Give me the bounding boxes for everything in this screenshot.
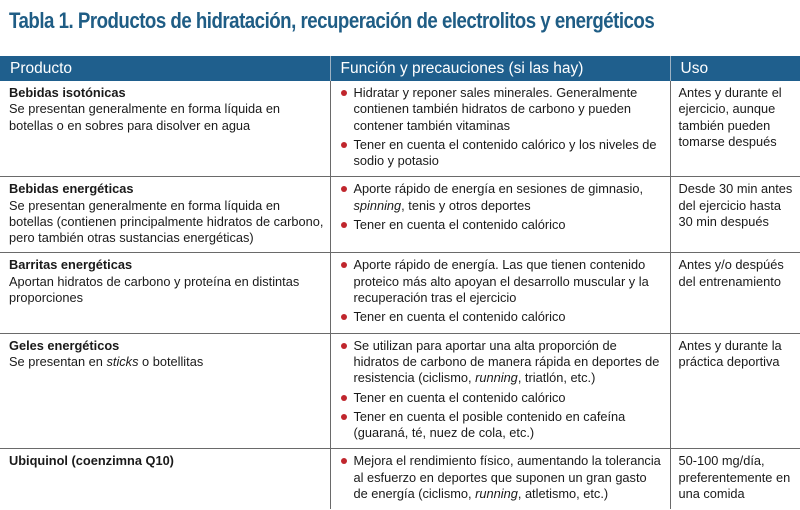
function-cell — [330, 333, 670, 449]
products-table — [0, 56, 800, 509]
product-cell — [0, 177, 330, 253]
function-cell — [330, 253, 670, 333]
function-cell — [330, 81, 670, 177]
function-cell — [330, 177, 670, 253]
table-body — [0, 81, 800, 509]
function-item: Se utilizan para aportar una alta proporción de hidratos de carbono de manera rápida en deportes de resistencia (ciclismo, running, triatlón, etc.) — [340, 338, 664, 387]
uso-cell: 50-100 mg/día, preferentemente en una comida — [678, 453, 791, 502]
function-item: Tener en cuenta el posible contenido en cafeína (guaraná, té, nuez de cola, etc.) — [340, 409, 664, 442]
table-header — [0, 56, 800, 81]
product-description: Se presentan en sticks o botellitas — [9, 353, 204, 369]
uso-cell: Antes y/o despúés del entrenamiento — [670, 253, 800, 333]
function-item: Hidratar y reponer sales minerales. Generalmente contienen también hidratos de carbono y pueden contener también vitaminas — [340, 85, 664, 134]
product-name: Ubiquinol (coenzimna Q10) — [9, 453, 174, 469]
product-cell — [0, 253, 330, 333]
function-item: Aporte rápido de energía en sesiones de gimnasio, spinning, tenis y otros deportes — [340, 181, 664, 214]
uso-cell: Antes y durante la práctica deportiva — [670, 333, 800, 449]
function-item: Aporte rápido de energía. Las que tienen contenido proteico más alto apoyan el desarrollo muscular y la recuperación tras el ejercicio — [340, 257, 664, 306]
product-name: Barritas energéticas — [9, 257, 133, 273]
table-row — [0, 449, 800, 509]
function-item: Tener en cuenta el contenido calórico — [340, 309, 664, 325]
product-cell — [0, 333, 330, 449]
product-description: Se presentan generalmente en forma líquida en botellas o en sobres para disolver en agua — [9, 101, 281, 133]
uso-cell: Desde 30 min antes del ejercicio hasta 30 min después — [670, 177, 800, 253]
uso-cell: Antes y durante el ejercicio, aunque también pueden tomarse después — [670, 81, 800, 177]
function-item: Tener en cuenta el contenido calórico y los niveles de sodio y potasio — [340, 137, 664, 170]
function-item: Tener en cuenta el contenido calórico — [340, 390, 664, 406]
product-cell — [0, 81, 330, 177]
product-name: Geles energéticos — [9, 337, 120, 353]
header-uso: Uso — [670, 56, 800, 81]
function-item: Mejora el rendimiento físico, aumentando la tolerancia al esfuerzo en deportes que suponen un gran gasto de energía (ciclismo, running, atletismo, etc.) — [340, 453, 664, 502]
table-title: Tabla 1. Productos de hidratación, recuperación de electrolitos y energéticos — [9, 8, 655, 33]
product-name: Bebidas energéticas — [9, 181, 134, 197]
function-cell — [330, 449, 670, 509]
product-description: Se presentan generalmente en forma líquida en botellas (contienen principalmente hidratos de carbono, pero también otras sustancias energéticas) — [9, 197, 324, 246]
function-item: Tener en cuenta el contenido calórico — [340, 217, 664, 233]
product-cell — [0, 449, 330, 509]
header-producto: Producto — [0, 56, 330, 81]
product-description: Aportan hidratos de carbono y proteína en distintas proporciones — [9, 273, 300, 306]
table-row — [0, 333, 800, 449]
table-row — [0, 177, 800, 253]
product-name: Bebidas isotónicas — [9, 85, 126, 100]
header-funcion: Función y precauciones (si las hay) — [330, 56, 670, 81]
table-row — [0, 253, 800, 333]
table-row — [0, 81, 800, 177]
